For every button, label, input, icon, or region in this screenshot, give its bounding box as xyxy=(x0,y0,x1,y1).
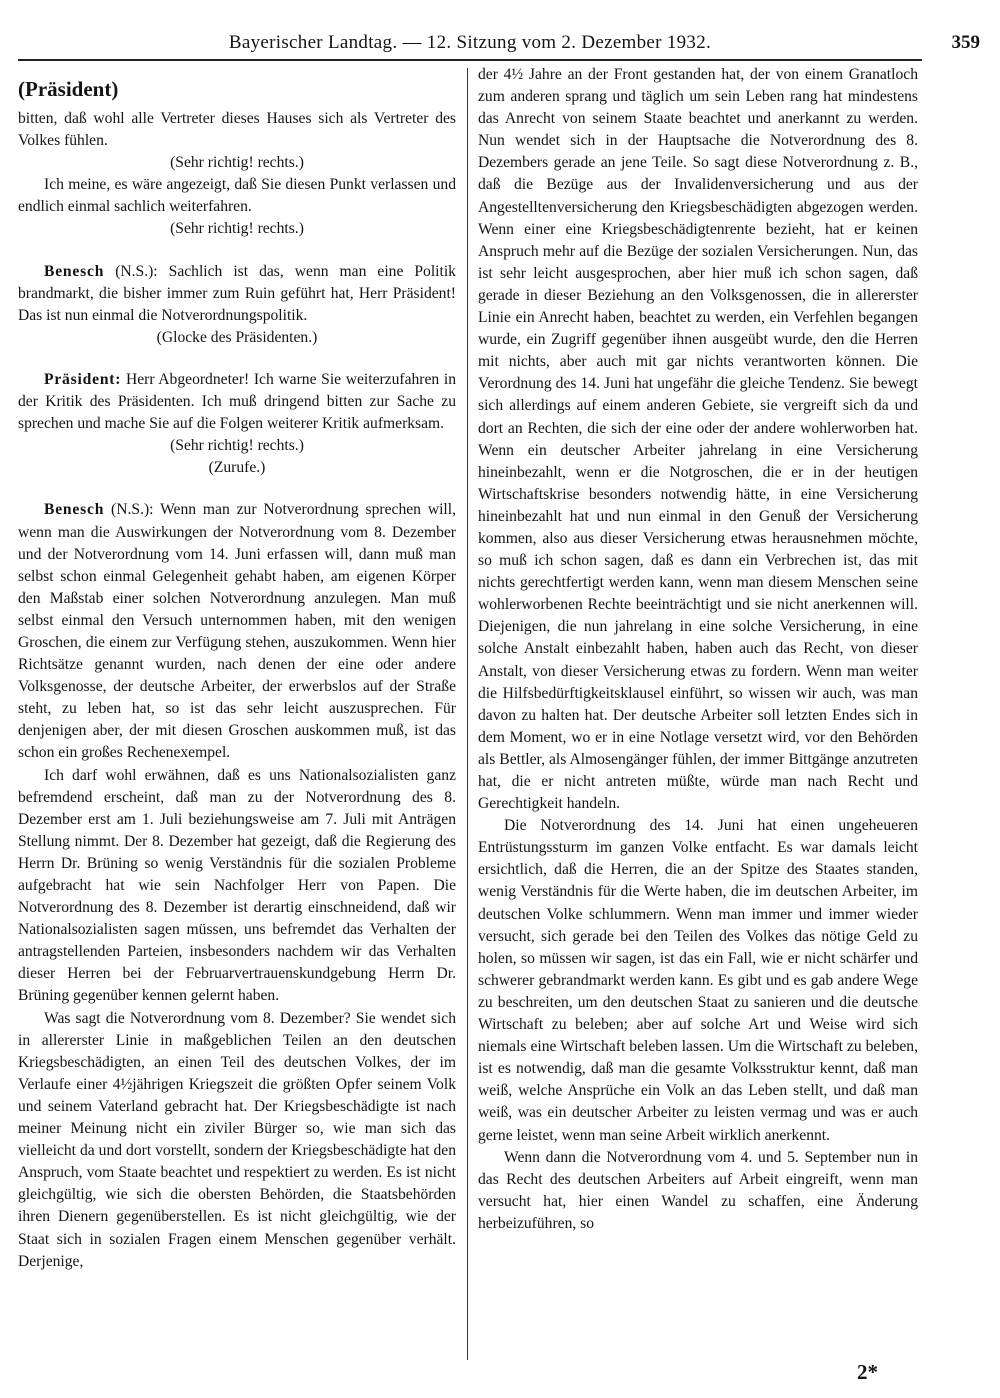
left-column xyxy=(18,64,456,1364)
header-rule xyxy=(18,59,922,61)
running-header-title: Bayerischer Landtag. — 12. Sitzung vom 2. Dezember 1932. xyxy=(228,32,712,53)
paragraph: Ich darf wohl erwähnen, daß es uns Nationalsozialisten ganz befremdend erscheint, daß man zu der Notverordnung des 8. Dezember erst am 1. Juli beziehungsweise am 7. Juli mit Anträgen Stellung nimmt. Der 8. Dezember hat gezeigt, daß die Regierung des Herrn Dr. Brüning so wenig Verständnis für die sozialen Probleme aufgebracht hat wie sein Nachfolger Herr von Papen. Die Notverordnung des 8. Dezember ist derartig einschneidend, daß wir Nationalsozialisten sagen müssen, uns befremdet das Verhalten der antragstellenden Parteien, insbesonders nachdem wir das Verhalten dieser Herren bei der Februarvertrauenskundgebung Herrn Dr. Brüning gegenüber kennen gelernt haben. xyxy=(18,766,456,1005)
speech-benesch-2 xyxy=(18,499,456,764)
speaker-name: Präsident: xyxy=(44,370,122,388)
interjection: (Glocke des Präsidenten.) xyxy=(156,328,318,346)
paragraph: bitten, daß wohl alle Vertreter dieses Hauses sich als Vertreter des Volkes fühlen. xyxy=(18,110,456,150)
page-number: 359 xyxy=(951,32,980,53)
speech-president xyxy=(18,369,456,435)
speech-text: Wenn man zur Notverordnung sprechen will, wenn man die Auswirkungen der Notverordnung vom 8. Dezember und der Notverordnung vom 14. Juni erfassen will, dann muß man selbst schon einmal Gelegenheit gehabt haben, am eigenen Körper den Maßstab einer solchen Notverordnung anzulegen. Man muß selbst einmal den Versuch unternommen haben, mit den wenigen Groschen, die einem zur Verfügung stehen, auszukommen. Wenn hier Richtsätze genannt wurden, nach denen der eine oder andere Volksgenosse, der deutsche Arbeiter, der erwerbslos auf der Straße steht, zu leben hat, so ist das sehr leicht auszusprechen. Für denjenigen aber, der mit diesen Groschen auskommen muß, ist das schon ein großes Rechenexempel. xyxy=(18,501,456,762)
speech-text: Sachlich ist das, wenn man eine Politik brandmarkt, die bisher immer zum Ruin geführt hat, Herr Präsident! Das ist nun einmal die Notverordnungspolitik. xyxy=(18,262,456,324)
speaker-party: (N.S.): xyxy=(104,501,154,519)
page-header xyxy=(18,30,980,62)
interjection: (Sehr richtig! rechts.) xyxy=(170,437,304,455)
speaker-party: (N.S.): xyxy=(104,262,158,280)
interjection: (Sehr richtig! rechts.) xyxy=(170,220,304,238)
right-column xyxy=(478,64,918,1360)
signature-mark: 2* xyxy=(857,1360,878,1384)
paragraph: Die Notverordnung des 14. Juni hat einen ungeheueren Entrüstungssturm im ganzen Volke entfacht. Es war damals leicht ersichtlich, daß die Herren, die an der Spitze des Staates standen, wenig Verständnis für die Werte haben, die im deutschen Arbeiter, im deutschen Volke schlummern. Wenn man immer und immer wieder versucht, sich gerade bei den Teilen des Volkes das nötige Geld zu holen, so müssen wir sagen, ist das ein Fall, wie er nicht schärfer und schwerer gebrandmarkt werden kann. Es gibt und es gab andere Wege zu beschreiten, um den deutschen Staat zu sanieren und die deutsche Wirtschaft zu beleben; aber auf solche Art und Weise wird sich niemals eine Wirtschaft beleben lassen. Um die Wirtschaft zu beleben, ist es notwendig, daß man die gesamte Volksstruktur kennt, daß man weiß, welche Ansprüche ein Volk an das Leben stellt, und daß man weiß, was ein deutscher Arbeiter zu leisten vermag und was er auch gerne leistet, wenn man seine Arbeit wirklich anerkennt. xyxy=(478,817,918,1144)
speech-text: Herr Abgeordneter! Ich warne Sie weiterzufahren in der Kritik des Präsidenten. Ich muß dringend bitten zur Sache zu sprechen und mache Sie auf die Folgen weiterer Kritik aufmerksam. xyxy=(18,370,456,433)
speech-benesch-1 xyxy=(18,261,456,327)
paragraph: der 4½ Jahre an der Front gestanden hat, der von einem Granatloch zum anderen sprang und täglich um sein Leben rang hat mindestens das Anrecht von seinem Staate beachtet und anerkannt zu werden. Nun wendet sich in der Hauptsache die Notverordnung des 8. Dezembers gerade an jene Teile. So sagt diese Notverordnung z. B., daß die Bezüge aus der Invalidenversicherung und aus der Angestelltenversicherung den Kriegsbeschädigten abgezogen werden. Wenn einer eine Kriegsbeschädigtenrente bezieht, hat er keinen Anspruch mehr auf die Bezüge der sozialen Versicherungen. Nun, das ist sehr leicht ausgesprochen, aber hier muß ich schon sagen, daß gerade in dieser Beziehung an den Volksgenossen, die in allererster Linie ein Anrecht haben, beachtet zu werden, ein Verfehlen begangen wurde, ein Zugriff gegenüber ihnen ausgeübt wurde, den die Herren mit nichts, aber auch mit gar nichts verantworten können. Die Verordnung des 14. Juni hat ungefähr die gleiche Tendenz. Sie bewegt sich allerdings auf einem anderen Gebiete, sie vergreift sich da und dort an Rechten, die sich der eine oder der andere wohlerworben hat. Wenn ein deutscher Arbeiter jahrelang in eine Versicherung hineinbezahlt, wenn er die Notgroschen, die er in der heutigen Wirtschaftskrise besonders notwendig hätte, in eine Versicherung hineinbezahlt hat und nun einmal in den Genuß der Versicherung kommen, also aus dieser Versicherung etwas herausnehmen möchte, so muß ich schon sagen, daß es dann ein Verbrechen ist, das mit nichts gerechtfertigt werden kann, wenn man diesem Menschen seine wohlerworbenen Rechte beeinträchtigt und sie nicht anerkennen will. Diejenigen, die nun jahrelang in eine solche Versicherung, in eine solche Anstalt einbezahlt haben, haben auch das Recht, von dieser Anstalt, von dieser Versicherung etwas zu fordern. Wenn man weiter die Hilfsbedürftigkeitsklausel einführt, so wissen wir auch, was man davon zu halten hat. Der deutsche Arbeiter soll letzten Endes sich in dem Moment, wo er in eine Notlage versetzt wird, vor den Behörden als Bettler, als Almosengänger fühlen, der immer Bittgänge anzutreten hat, die er nicht antreten müßte, würde man nach Recht und Gerechtigkeit handeln. xyxy=(478,66,918,813)
paragraph: Ich meine, es wäre angezeigt, daß Sie diesen Punkt verlassen und endlich einmal sachlich weiterfahren. xyxy=(18,176,456,216)
section-label-president: (Präsident) xyxy=(18,77,119,101)
speaker-name: Benesch xyxy=(44,262,105,280)
speaker-name: Benesch xyxy=(44,501,105,519)
column-divider xyxy=(467,68,468,1360)
interjection: (Zurufe.) xyxy=(208,459,266,477)
paragraph: Was sagt die Notverordnung vom 8. Dezember? Sie wendet sich in allererster Linie in maßgeblichen Teilen an den deutschen Kriegsbeschädigten, an einen Teil des deutschen Volkes, der im Verlaufe einer 4½jährigen Kriegszeit die größten Opfer seinem Volk und seinem Vaterland gebracht hat. Der Kriegsbeschädigte ist nach meiner Meinung nicht ein ziviler Bürger so, wie man sich das vielleicht da und dort vorstellt, sondern der Kriegsbeschädigte hat den Anspruch, vom Staate beachtet und respektiert zu werden. Es ist nicht gleichgültig, wie sich die obersten Behörden, die Staatsbehörden ihren Dienern gegenüberstellen. Es ist nicht gleichgültig, wie der Staat sich in sozialen Fragen einem Menschen gegenüber verhält. Derjenige, xyxy=(18,1009,456,1270)
paragraph: Wenn dann die Notverordnung vom 4. und 5. September nun in das Recht des deutschen Arbeiters auf Arbeit eingreift, wenn man versucht hat, hier einen Wandel zu schaffen, eine Änderung herbeizuführen, so xyxy=(478,1148,918,1232)
interjection: (Sehr richtig! rechts.) xyxy=(170,154,304,172)
